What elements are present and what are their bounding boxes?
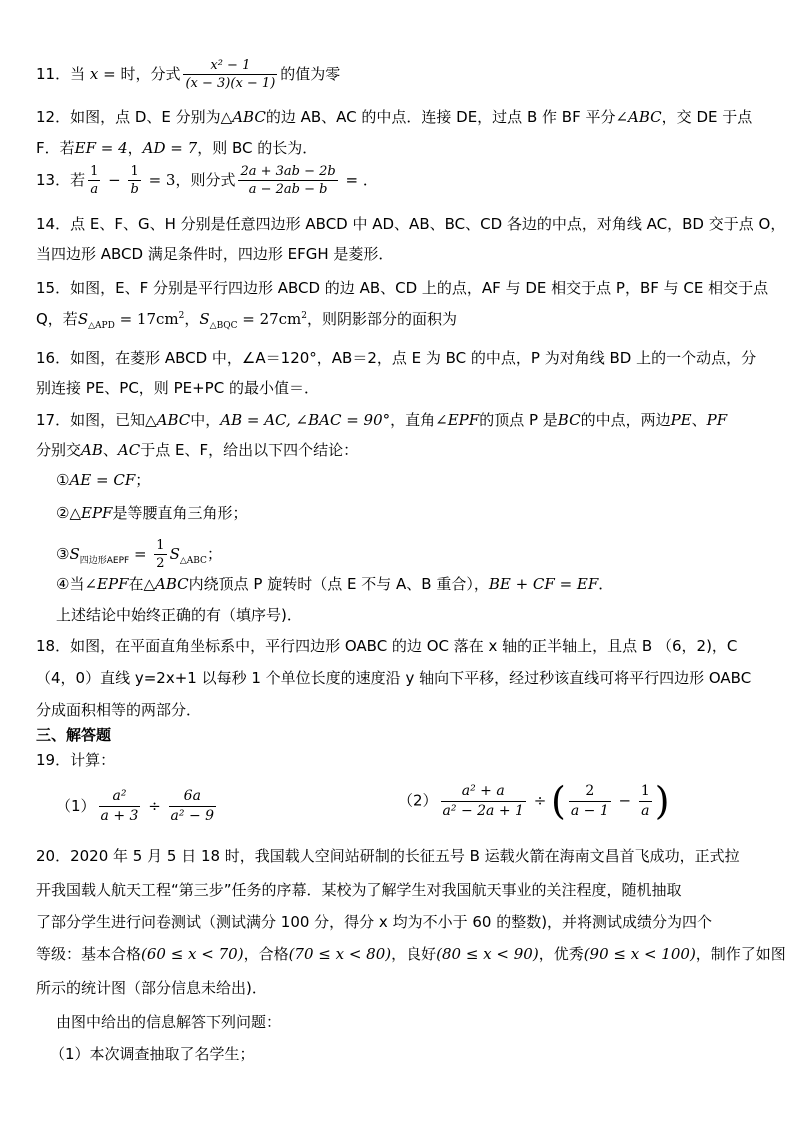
question-15-line-1: 15．如图，E、F 分别是平行四边形 ABCD 的边 AB、CD 上的点，AF 与 DE 相交于点 P，BF 与 CE 相交于点 <box>36 279 769 297</box>
question-18-line-1: 18．如图，在平面直角坐标系中，平行四边形 OABC 的边 OC 落在 x 轴的正半轴上，且点 B （6，2)，C <box>36 637 738 655</box>
question-11: 11．当 x = 时，分式 $\frac{\text{x² − 1}}{(x - 3)(x - 1)}$ 的值为零 <box>36 58 341 91</box>
question-20-line-5: 所示的统计图（部分信息未给出)． <box>36 979 267 997</box>
question-19-part-1: （1） $\frac{\text{a²}}{a + 3}$ ÷ $\frac{6a}{\text{a² − 9}}$ <box>56 788 215 824</box>
question-17-line-2: 分别交AB、AC于点 E、F，给出以下四个结论： <box>36 441 359 459</box>
question-17-line-1: 17．如图，已知△ABC中，AB = AC, ∠BAC = 90°，直角∠EPF的顶点 P 是BC的中点，两边PE、PF <box>36 411 728 429</box>
conclusion-1: ①AE = CF； <box>56 471 151 489</box>
question-20-line-2: 开我国载人航天工程“第三步”任务的序幕．某校为了解学生对我国航天事业的关注程度，随机抽取 <box>36 881 682 899</box>
conclusion-4: ④当∠EPF在△ABC内绕顶点 P 旋转时（点 E 不与 A、B 重合），BE + CF = EF． <box>56 575 614 593</box>
question-18-line-2: （4，0）直线 y=2x+1 以每秒 1 个单位长度的速度沿 y 轴向下平移，经过秒该直线可将平行四边形 OABC <box>36 669 752 687</box>
question-19-title: 19．计算： <box>36 751 116 769</box>
question-18-line-3: 分成面积相等的两部分． <box>36 701 202 719</box>
question-14-line-1: 14．点 E、F、G、H 分别是任意四边形 ABCD 中 AD、AB、BC、CD 各边的中点，对角线 AC，BD 交于点 O， <box>36 215 786 233</box>
question-20-line-4: 等级：基本合格(60 ≤ x < 70)，合格(70 ≤ x < 80)，良好(80 ≤ x < 90)，优秀(90 ≤ x < 100)，制作了如图 <box>36 945 786 963</box>
question-16-line-1: 16．如图，在菱形 ABCD 中，∠A＝120°，AB＝2，点 E 为 BC 的中点，P 为对角线 BD 上的一个动点，分 <box>36 349 757 367</box>
question-12-line-1: 12．如图，点 D、E 分别为△ABC的边 AB、AC 的中点．连接 DE，过点 B 作 BF 平分∠ABC，交 DE 于点 <box>36 108 753 126</box>
question-20-line-1: 20．2020 年 5 月 5 日 18 时，我国载人空间站研制的长征五号 B 运载火箭在海南文昌首飞成功，正式拉 <box>36 847 740 865</box>
question-12-line-2: F．若EF = 4，AD = 7，则 BC 的长为． <box>36 139 318 157</box>
question-20-part-1: （1）本次调查抽取了名学生； <box>50 1045 255 1063</box>
fraction: $\frac{\text{x² − 1}}{(x - 3)(x - 1)}$ <box>185 58 276 91</box>
question-20-line-3: 了部分学生进行问卷测试（测试满分 100 分，得分 x 均为不小于 60 的整数)，并将测试成绩分为四个 <box>36 913 713 931</box>
question-16-line-2: 别连接 PE、PC，则 PE+PC 的最小值＝． <box>36 379 319 397</box>
question-15-line-2: Q，若$S_{\triangle APD} = 17cm^2$，$S_{\triangle BQC} = 27cm^2$，则阴影部分的面积为 <box>36 310 458 331</box>
question-13: 13．若 $\frac{1}{a}$ − $\frac{1}{b}$ = 3，则分式 $\frac{2a + 3ab - 2b}{a - 2ab - b}$ = ． <box>36 164 378 197</box>
conclusion-2: ②△EPF是等腰直角三角形； <box>56 504 248 522</box>
question-19-part-2: （2） $\frac{\text{a² + a}}{\text{a² − 2a + 1}}$ ÷ ( $\frac{2}{a - 1}$ − $\frac{1}{a}$ ) <box>398 779 670 823</box>
section-heading: 三、解答题 <box>36 726 112 744</box>
question-17-answer-prompt: 上述结论中始终正确的有（填序号)． <box>56 606 302 624</box>
question-14-line-2: 当四边形 ABCD 满足条件时，四边形 EFGH 是菱形． <box>36 245 394 263</box>
conclusion-3: $③S_{四边形AEPF}$ = $\frac{1}{2}$ $S_{\triangle ABC}$； <box>56 538 222 571</box>
question-20-line-6: 由图中给出的信息解答下列问题： <box>56 1013 282 1031</box>
